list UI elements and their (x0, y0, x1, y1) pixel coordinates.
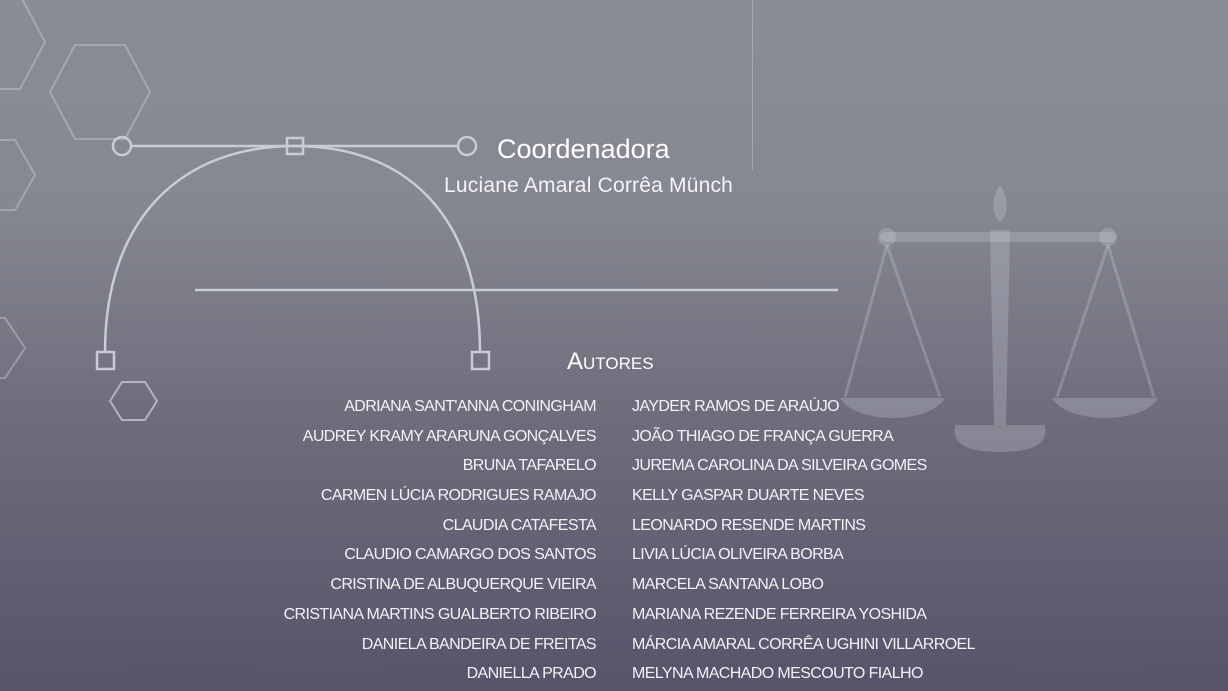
author-name: AUDREY KRAMY ARARUNA GONÇALVES (302, 427, 596, 445)
author-name: JAYDER RAMOS DE ARAÚJO (632, 398, 839, 415)
hexagon-pattern-icon (0, 0, 157, 420)
author-name: KELLY GASPAR DUARTE NEVES (632, 487, 864, 505)
author-name: LIVIA LÚCIA OLIVEIRA BORBA (632, 546, 844, 564)
author-name: JOÃO THIAGO DE FRANÇA GUERRA (632, 427, 894, 445)
bezier-curve-icon (97, 137, 489, 369)
author-name: DANIELA BANDEIRA DE FREITAS (361, 635, 596, 653)
author-name: CARMEN LÚCIA RODRIGUES RAMAJO (320, 487, 596, 505)
author-name: MARIANA REZENDE FERREIRA YOSHIDA (632, 605, 927, 623)
authors-list-left (284, 392, 596, 689)
vertical-guide-line (752, 0, 753, 170)
author-name: MÁRCIA AMARAL CORRÊA UGHINI VILLARROEL (632, 635, 975, 653)
coordinator-heading: Coordenadora (497, 134, 670, 164)
author-name: LEONARDO RESENDE MARTINS (632, 516, 866, 534)
authors-list-right (632, 392, 975, 689)
author-name: DANIELLA PRADO (466, 665, 596, 683)
author-name: JUREMA CAROLINA DA SILVEIRA GOMES (632, 457, 927, 475)
authors-heading: Autores (567, 348, 654, 375)
author-name: MARCELA SANTANA LOBO (632, 576, 824, 594)
author-name: BRUNA TAFARELO (462, 457, 596, 475)
author-name: CRISTIANA MARTINS GUALBERTO RIBEIRO (283, 605, 596, 623)
coordinator-name: Luciane Amaral Corrêa Münch (444, 174, 734, 197)
author-name: MELYNA MACHADO MESCOUTO FIALHO (632, 665, 923, 683)
author-name: CLAUDIA CATAFESTA (442, 516, 596, 534)
author-name: CRISTINA DE ALBUQUERQUE VIEIRA (330, 576, 596, 594)
cut-off-title-band (285, 0, 935, 4)
author-name: CLAUDIO CAMARGO DOS SANTOS (344, 546, 596, 564)
author-name: ADRIANA SANT'ANNA CONINGHAM (344, 398, 596, 415)
